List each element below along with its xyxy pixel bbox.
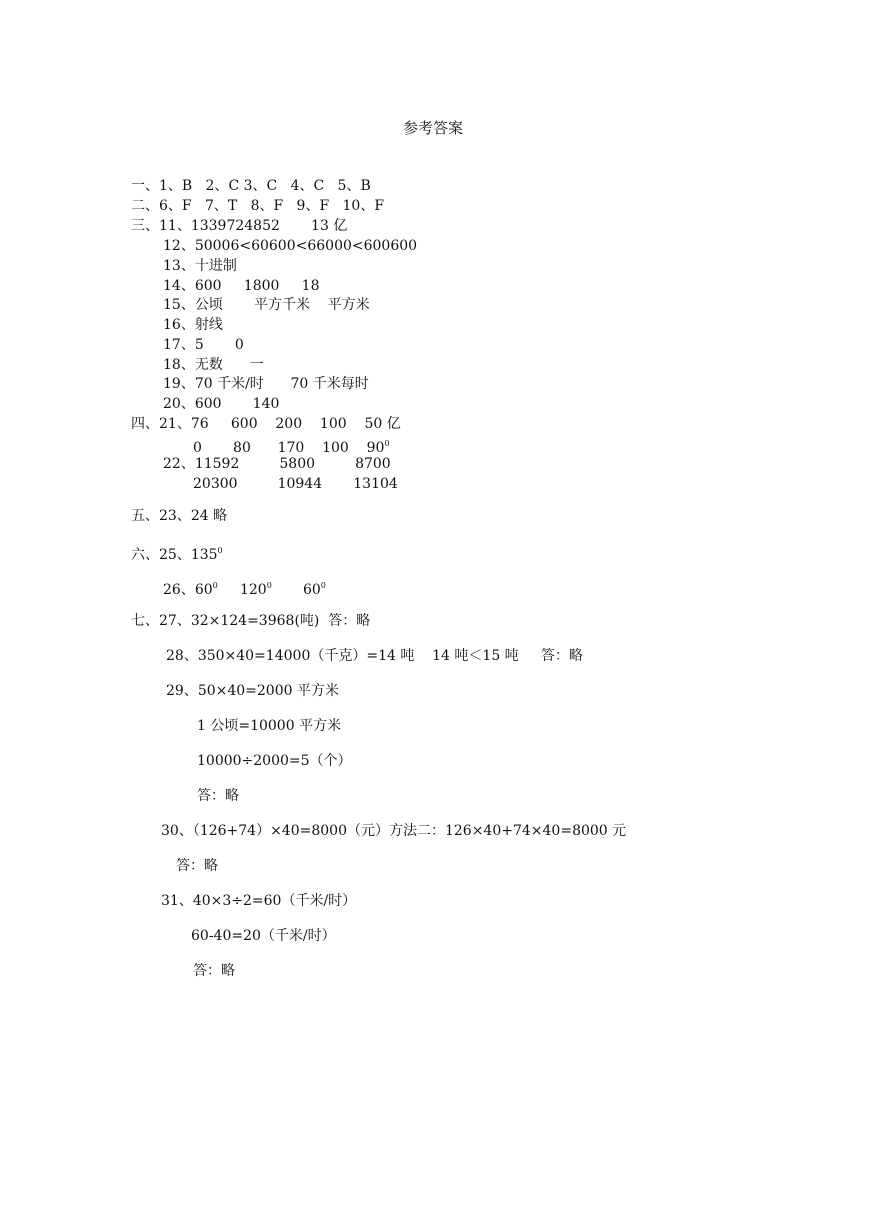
- answer-section-2: 二、6、F 7、T 8、F 9、F 10、F: [131, 198, 385, 214]
- answer-q18: 18、无数 一: [163, 357, 264, 373]
- answer-q21-row2-text: 0 80 170 100 90: [193, 440, 385, 456]
- answer-q22: 22、11592 5800 8700: [163, 456, 391, 472]
- answer-q30-answer: 答：略: [176, 858, 218, 874]
- answer-q17: 17、5 0: [163, 337, 244, 353]
- degree-mark: 0: [212, 581, 218, 590]
- answer-section-1: 一、1、B 2、C 3、C 4、C 5、B: [131, 178, 371, 194]
- answer-q21-row2: [193, 435, 390, 457]
- degree-mark: 0: [266, 581, 272, 590]
- page-title: 参考答案: [403, 119, 464, 137]
- answer-q13: 13、十进制: [163, 258, 237, 274]
- answer-q16: 16、射线: [163, 317, 223, 333]
- answer-q26-angle-1: 26、60: [163, 582, 213, 598]
- answer-q22-row2: 20300 10944 13104: [193, 476, 398, 492]
- degree-mark: 0: [384, 439, 390, 448]
- answer-q25-text: 六、25、135: [131, 547, 218, 563]
- answer-q29: 29、50×40=2000 平方米: [166, 683, 339, 699]
- answer-q14: 14、600 1800 18: [163, 278, 320, 294]
- answer-section-6-q25: [131, 542, 223, 564]
- answer-q26: [163, 577, 326, 599]
- answer-q29-answer: 答：略: [197, 788, 239, 804]
- answer-section-7-q27: 七、27、32×124=3968(吨) 答：略: [131, 613, 371, 629]
- answer-q15: 15、公顷 平方千米 平方米: [163, 297, 370, 313]
- answer-q30: 30、（126+74）×40=8000（元）方法二：126×40+74×40=8000 元: [161, 823, 627, 839]
- answer-q29-step3: 10000÷2000=5（个）: [197, 753, 352, 769]
- answer-q28: 28、350×40=14000（千克）=14 吨 14 吨＜15 吨 答：略: [166, 648, 583, 664]
- answer-q19: 19、70 千米/时 70 千米每时: [163, 376, 369, 392]
- answer-q31-answer: 答：略: [193, 963, 235, 979]
- answer-section-3-q11: 三、11、1339724852 13 亿: [131, 218, 348, 234]
- answer-q31-step2: 60-40=20（千米/时）: [191, 928, 336, 944]
- answer-q26-angle-3: 60: [271, 582, 321, 598]
- answer-q12: 12、50006<60600<66000<600600: [163, 238, 418, 254]
- degree-mark: 0: [217, 546, 223, 555]
- answer-section-5-q23: 五、23、24 略: [131, 508, 228, 524]
- answer-q31: 31、40×3÷2=60（千米/时）: [161, 893, 357, 909]
- answer-q20: 20、600 140: [163, 396, 280, 412]
- degree-mark: 0: [320, 581, 326, 590]
- answer-q29-step2: 1 公顷=10000 平方米: [197, 718, 342, 734]
- answer-q26-angle-2: 120: [217, 582, 267, 598]
- answer-section-4-q21: 四、21、76 600 200 100 50 亿: [131, 416, 401, 432]
